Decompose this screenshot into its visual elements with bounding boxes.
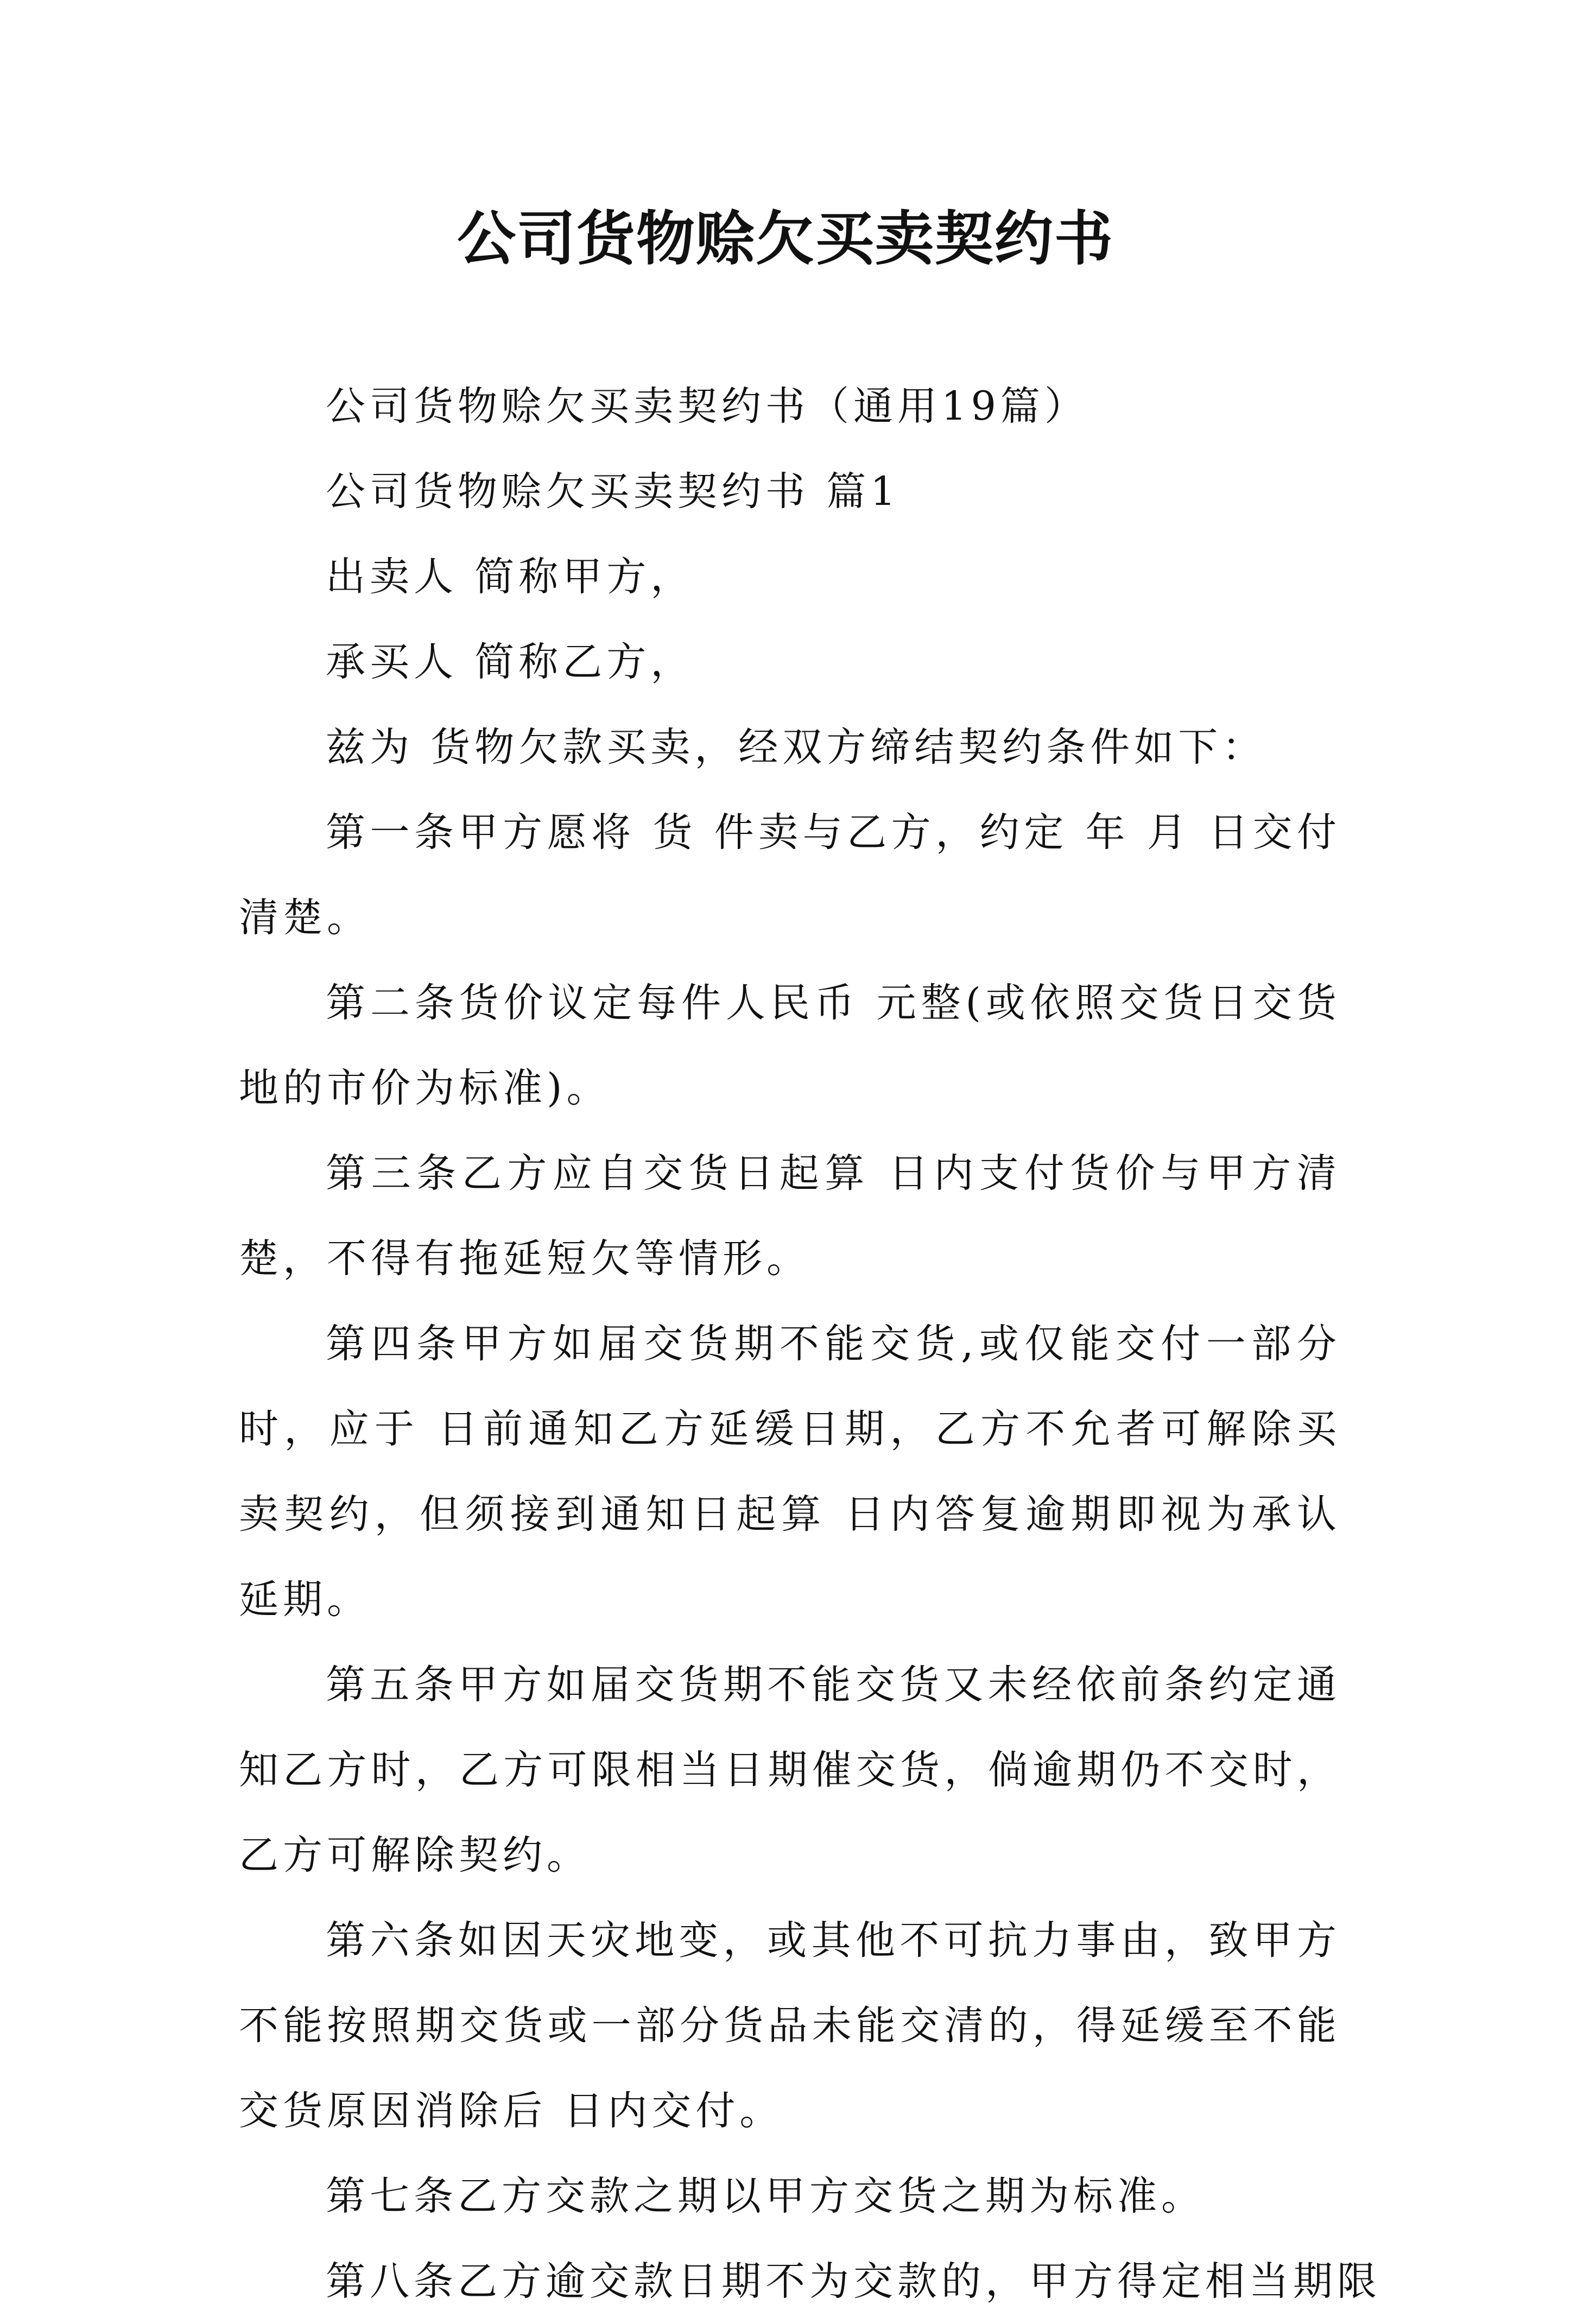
- buyer-line: 承买人 简称乙方，: [326, 639, 695, 685]
- section-heading: 公司货物赊欠买卖契约书 篇1: [326, 468, 900, 515]
- article-2-paragraph: 第二条货价议定每件人民币 元整(或依照交货日交货地的市价为标准)。: [239, 980, 1341, 1111]
- article-1-paragraph: 第一条甲方愿将 货 件卖与乙方，约定 年 月 日交付清楚。: [239, 809, 1341, 941]
- article-6-paragraph: 第六条如因天灾地变，或其他不可抗力事由，致甲方不能按照期交货或一部分货品未能交清的，得延缓至不能交货原因消除后 日内交付。: [239, 1917, 1341, 2134]
- article-4-paragraph: 第四条甲方如届交货期不能交货,或仅能交付一部分时，应于 日前通知乙方延缓日期，乙方不允者可解除买卖契约，但须接到通知日起算 日内答复逾期即视为承认延期。: [239, 1321, 1341, 1623]
- article-8-paragraph: 第八条乙方逾交款日期不为交款的，甲方得定相当期限: [326, 2258, 1381, 2304]
- article-3-paragraph: 第三条乙方应自交货日起算 日内支付货价与甲方清楚，不得有拖延短欠等情形。: [239, 1150, 1341, 1282]
- preamble-paragraph: 兹为 货物欠款买卖，经双方缔结契约条件如下：: [326, 724, 1266, 770]
- document-title: 公司货物赊欠买卖契约书: [457, 205, 1114, 273]
- seller-line: 出卖人 简称甲方，: [326, 554, 695, 600]
- article-5-paragraph: 第五条甲方如届交货期不能交货又未经依前条约定通知乙方时，乙方可限相当日期催交货，倘逾期仍不交时，乙方可解除契约。: [239, 1662, 1341, 1878]
- article-7-paragraph: 第七条乙方交款之期以甲方交货之期为标准。: [326, 2173, 1205, 2219]
- subtitle-paragraph: 公司货物赊欠买卖契约书（通用19篇）: [326, 383, 1088, 429]
- document-body: [239, 364, 1381, 2324]
